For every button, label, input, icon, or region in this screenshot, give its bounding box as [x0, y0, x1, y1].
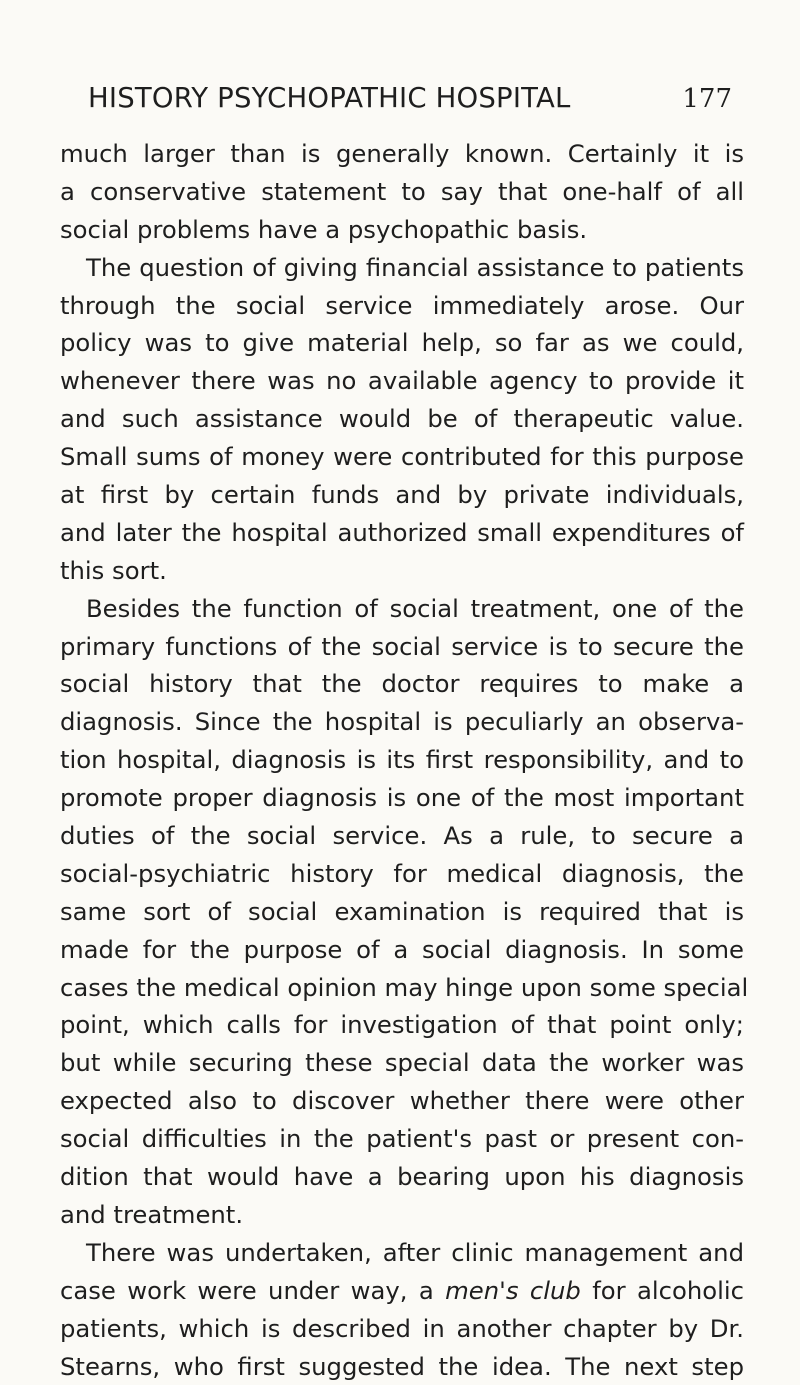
- text-line: promote proper diagnosis is one of the most important: [60, 779, 744, 817]
- text-line-with-italic: [60, 1272, 744, 1310]
- text-line: policy was to give material help, so far as we could,: [60, 324, 744, 362]
- text-line: primary functions of the social service is to secure the: [60, 628, 744, 666]
- text-line: Small sums of money were contributed for this purpose: [60, 438, 744, 476]
- text-line: The question of giving financial assistance to patients: [60, 249, 744, 287]
- text-line: expected also to discover whether there were other: [60, 1082, 744, 1120]
- text-line: social difficulties in the patient's past or present con-: [60, 1120, 744, 1158]
- text-line: diagnosis. Since the hospital is peculiarly an observa-: [60, 703, 744, 741]
- text-line: social problems have a psychopathic basis.: [60, 211, 744, 249]
- text-line: dition that would have a bearing upon his diagnosis: [60, 1158, 744, 1196]
- text-line: There was undertaken, after clinic management and: [60, 1234, 744, 1272]
- running-header: [88, 82, 738, 122]
- text-line: but while securing these special data the worker was: [60, 1044, 744, 1082]
- text-line: at first by certain funds and by private individuals,: [60, 476, 744, 514]
- text-line: through the social service immediately arose. Our: [60, 287, 744, 325]
- text-line: much larger than is generally known. Certainly it is: [60, 135, 744, 173]
- text-line: point, which calls for investigation of that point only;: [60, 1006, 744, 1044]
- body-text: [60, 135, 744, 1385]
- text-line: social history that the doctor requires to make a: [60, 665, 744, 703]
- running-title: HISTORY PSYCHOPATHIC HOSPITAL: [88, 82, 571, 114]
- text-line: social-psychiatric history for medical diagnosis, the: [60, 855, 744, 893]
- text-line: made for the purpose of a social diagnosis. In some: [60, 931, 744, 969]
- text-line: duties of the social service. As a rule, to secure a: [60, 817, 744, 855]
- text-line: patients, which is described in another chapter by Dr.: [60, 1310, 744, 1348]
- italic-phrase: men's club: [445, 1276, 581, 1305]
- text-segment: case work were under way, a: [60, 1276, 445, 1305]
- text-line: Besides the function of social treatment, one of the: [60, 590, 744, 628]
- text-line: tion hospital, diagnosis is its first responsibility, and to: [60, 741, 744, 779]
- text-segment: for alcoholic: [581, 1276, 744, 1305]
- text-line: and treatment.: [60, 1196, 744, 1234]
- text-line: same sort of social examination is required that is: [60, 893, 744, 931]
- text-line: cases the medical opinion may hinge upon some special: [60, 969, 744, 1007]
- page-number: 177: [682, 84, 732, 114]
- text-line: whenever there was no available agency to provide it: [60, 362, 744, 400]
- text-line: and later the hospital authorized small expenditures of: [60, 514, 744, 552]
- text-line: this sort.: [60, 552, 744, 590]
- text-line: a conservative statement to say that one-half of all: [60, 173, 744, 211]
- text-line: Stearns, who first suggested the idea. The next step: [60, 1348, 744, 1385]
- text-line: and such assistance would be of therapeutic value.: [60, 400, 744, 438]
